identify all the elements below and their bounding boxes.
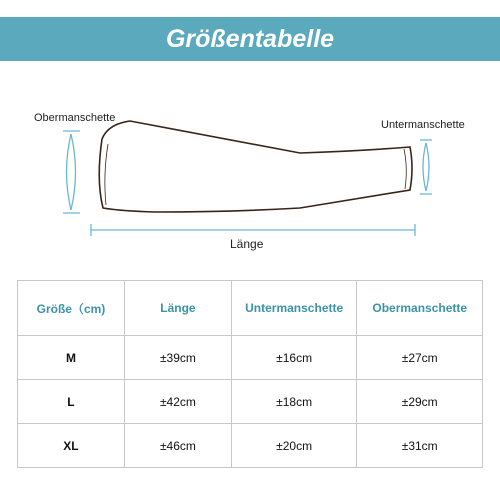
lower-cuff-label: Untermanschette: [381, 119, 465, 131]
lower-cuff-cell: ±20cm: [231, 424, 357, 468]
table-header-row: [18, 281, 483, 336]
header-lower-cuff: Untermanschette: [231, 281, 357, 336]
length-label: Länge: [230, 237, 264, 251]
size-cell: L: [18, 380, 125, 424]
header-size: Größe（cm): [18, 281, 125, 336]
arm-sleeve-outline: [99, 121, 412, 212]
length-dimension: [91, 224, 415, 236]
lower-cuff-cell: ±16cm: [231, 336, 357, 380]
length-cell: ±42cm: [124, 380, 231, 424]
upper-cuff-cell: ±27cm: [357, 336, 483, 380]
length-cell: ±39cm: [124, 336, 231, 380]
length-cell: ±46cm: [124, 424, 231, 468]
size-cell: M: [18, 336, 125, 380]
header-upper-cuff: Obermanschette: [357, 281, 483, 336]
table-row: [18, 380, 483, 424]
upper-cuff-cell: ±31cm: [357, 424, 483, 468]
lower-cuff-dimension: [420, 140, 432, 194]
upper-cuff-label: Obermanschette: [34, 112, 116, 124]
page-title: Größentabelle: [165, 25, 335, 53]
upper-cuff-dimension: [63, 131, 80, 213]
lower-cuff-cell: ±18cm: [231, 380, 357, 424]
table-row: [18, 424, 483, 468]
header-length: Länge: [124, 281, 231, 336]
size-cell: XL: [18, 424, 125, 468]
size-table: [17, 280, 483, 468]
upper-cuff-cell: ±29cm: [357, 380, 483, 424]
table-row: [18, 336, 483, 380]
